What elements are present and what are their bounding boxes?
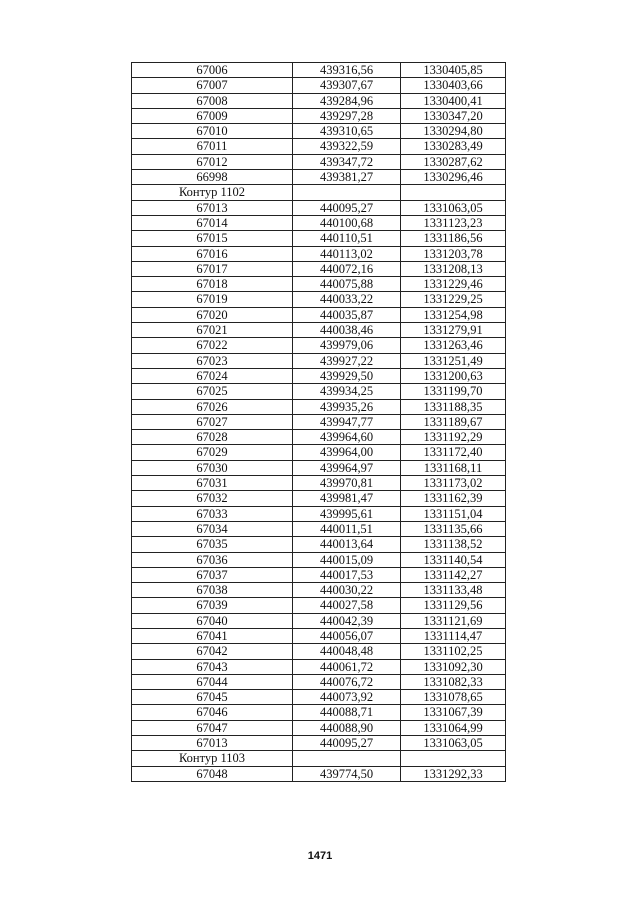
- y-coordinate-cell: 1330283,49: [401, 139, 506, 154]
- table-row: [132, 628, 506, 643]
- x-coordinate-cell: 440030,22: [293, 583, 401, 598]
- table-row: [132, 261, 506, 276]
- point-id-cell: 67016: [132, 246, 293, 261]
- x-coordinate-cell: 440100,68: [293, 215, 401, 230]
- y-coordinate-cell: 1331142,27: [401, 567, 506, 582]
- table-row: [132, 460, 506, 475]
- point-id-cell: 67018: [132, 277, 293, 292]
- point-id-cell: 67047: [132, 720, 293, 735]
- y-coordinate-cell: 1330403,66: [401, 78, 506, 93]
- x-coordinate-cell: 440095,27: [293, 200, 401, 215]
- y-coordinate-cell: 1330400,41: [401, 93, 506, 108]
- point-id-cell: 67029: [132, 445, 293, 460]
- y-coordinate-cell: 1331138,52: [401, 537, 506, 552]
- table-row: [132, 323, 506, 338]
- x-coordinate-cell: 440095,27: [293, 736, 401, 751]
- table-row: [132, 93, 506, 108]
- x-coordinate-cell: 440056,07: [293, 628, 401, 643]
- point-id-cell: 67031: [132, 476, 293, 491]
- table-row: [132, 690, 506, 705]
- table-row: [132, 231, 506, 246]
- point-id-cell: 67040: [132, 613, 293, 628]
- point-id-cell: 67024: [132, 368, 293, 383]
- table-row: [132, 414, 506, 429]
- table-row: [132, 644, 506, 659]
- y-coordinate-cell: 1331140,54: [401, 552, 506, 567]
- x-coordinate-cell: 439929,50: [293, 368, 401, 383]
- table-row: [132, 521, 506, 536]
- table-row: [132, 368, 506, 383]
- x-coordinate-cell: 439284,96: [293, 93, 401, 108]
- x-coordinate-cell: 439934,25: [293, 384, 401, 399]
- y-coordinate-cell: 1331078,65: [401, 690, 506, 705]
- table-row: [132, 506, 506, 521]
- coordinates-table-body: [132, 63, 506, 782]
- y-coordinate-cell: 1331279,91: [401, 323, 506, 338]
- point-id-cell: 67020: [132, 307, 293, 322]
- x-coordinate-cell: 439927,22: [293, 353, 401, 368]
- y-coordinate-cell: 1331254,98: [401, 307, 506, 322]
- y-coordinate-cell: 1330287,62: [401, 154, 506, 169]
- x-coordinate-cell: 440113,02: [293, 246, 401, 261]
- x-coordinate-cell: 440072,16: [293, 261, 401, 276]
- table-row: [132, 277, 506, 292]
- point-id-cell: 67030: [132, 460, 293, 475]
- y-coordinate-cell: 1331229,25: [401, 292, 506, 307]
- y-coordinate-cell: 1331199,70: [401, 384, 506, 399]
- point-id-cell: 67028: [132, 430, 293, 445]
- x-coordinate-cell: 439347,72: [293, 154, 401, 169]
- x-coordinate-cell: 440015,09: [293, 552, 401, 567]
- table-row: [132, 399, 506, 414]
- y-coordinate-cell: 1331114,47: [401, 628, 506, 643]
- x-coordinate-cell: 439381,27: [293, 170, 401, 185]
- x-coordinate-cell: 439964,00: [293, 445, 401, 460]
- table-row: [132, 567, 506, 582]
- y-coordinate-cell: 1331186,56: [401, 231, 506, 246]
- point-id-cell: 67012: [132, 154, 293, 169]
- y-coordinate-cell: 1331082,33: [401, 674, 506, 689]
- y-coordinate-cell: 1331251,49: [401, 353, 506, 368]
- point-id-cell: 67027: [132, 414, 293, 429]
- y-coordinate-cell: 1331292,33: [401, 766, 506, 781]
- y-coordinate-cell: 1331129,56: [401, 598, 506, 613]
- table-row: [132, 720, 506, 735]
- x-coordinate-cell: 440073,92: [293, 690, 401, 705]
- table-row: [132, 552, 506, 567]
- y-coordinate-cell: 1331172,40: [401, 445, 506, 460]
- point-id-cell: 67039: [132, 598, 293, 613]
- x-coordinate-cell: 439316,56: [293, 63, 401, 78]
- section-label: Контур 1102: [132, 185, 293, 200]
- y-coordinate-cell: 1331063,05: [401, 200, 506, 215]
- y-coordinate-cell: 1331162,39: [401, 491, 506, 506]
- table-row: [132, 124, 506, 139]
- table-row: [132, 659, 506, 674]
- table-row: [132, 292, 506, 307]
- point-id-cell: 67010: [132, 124, 293, 139]
- table-row: [132, 170, 506, 185]
- point-id-cell: 67017: [132, 261, 293, 276]
- point-id-cell: 67011: [132, 139, 293, 154]
- table-row: [132, 139, 506, 154]
- x-coordinate-cell: 439995,61: [293, 506, 401, 521]
- point-id-cell: 67045: [132, 690, 293, 705]
- x-coordinate-cell: 440011,51: [293, 521, 401, 536]
- point-id-cell: 67008: [132, 93, 293, 108]
- x-coordinate-cell: 440027,58: [293, 598, 401, 613]
- y-coordinate-cell: 1331135,66: [401, 521, 506, 536]
- y-coordinate-cell: 1331123,23: [401, 215, 506, 230]
- x-coordinate-cell: 439774,50: [293, 766, 401, 781]
- point-id-cell: 67033: [132, 506, 293, 521]
- point-id-cell: 67023: [132, 353, 293, 368]
- x-coordinate-cell: 440075,88: [293, 277, 401, 292]
- y-coordinate-cell: 1331067,39: [401, 705, 506, 720]
- x-coordinate-cell: 439307,67: [293, 78, 401, 93]
- x-coordinate-cell: 440088,71: [293, 705, 401, 720]
- y-coordinate-cell: 1331133,48: [401, 583, 506, 598]
- table-row: [132, 583, 506, 598]
- x-coordinate-cell: 439947,77: [293, 414, 401, 429]
- x-coordinate-cell: 440088,90: [293, 720, 401, 735]
- x-coordinate-cell: 439935,26: [293, 399, 401, 414]
- table-row: [132, 537, 506, 552]
- point-id-cell: 67043: [132, 659, 293, 674]
- y-coordinate-cell: 1331200,63: [401, 368, 506, 383]
- y-coordinate-cell: 1331121,69: [401, 613, 506, 628]
- point-id-cell: 67021: [132, 323, 293, 338]
- table-row: [132, 154, 506, 169]
- x-coordinate-cell: 439981,47: [293, 491, 401, 506]
- point-id-cell: 67014: [132, 215, 293, 230]
- table-row: [132, 63, 506, 78]
- x-coordinate-cell: 439322,59: [293, 139, 401, 154]
- point-id-cell: 67042: [132, 644, 293, 659]
- y-coordinate-cell: 1331192,29: [401, 430, 506, 445]
- empty-cell: [293, 185, 401, 200]
- y-coordinate-cell: 1331189,67: [401, 414, 506, 429]
- table-row: [132, 736, 506, 751]
- y-coordinate-cell: 1331173,02: [401, 476, 506, 491]
- table-row: [132, 338, 506, 353]
- table-row: [132, 307, 506, 322]
- point-id-cell: 67022: [132, 338, 293, 353]
- point-id-cell: 67038: [132, 583, 293, 598]
- table-row: [132, 491, 506, 506]
- table-row: [132, 598, 506, 613]
- y-coordinate-cell: 1330296,46: [401, 170, 506, 185]
- y-coordinate-cell: 1331151,04: [401, 506, 506, 521]
- x-coordinate-cell: 439979,06: [293, 338, 401, 353]
- x-coordinate-cell: 440013,64: [293, 537, 401, 552]
- table-row: [132, 430, 506, 445]
- y-coordinate-cell: 1331208,13: [401, 261, 506, 276]
- point-id-cell: 67032: [132, 491, 293, 506]
- table-row: [132, 200, 506, 215]
- y-coordinate-cell: 1331064,99: [401, 720, 506, 735]
- y-coordinate-cell: 1331263,46: [401, 338, 506, 353]
- point-id-cell: 67013: [132, 200, 293, 215]
- y-coordinate-cell: 1331102,25: [401, 644, 506, 659]
- point-id-cell: 67037: [132, 567, 293, 582]
- section-row: [132, 185, 506, 200]
- y-coordinate-cell: 1331203,78: [401, 246, 506, 261]
- y-coordinate-cell: 1330347,20: [401, 108, 506, 123]
- y-coordinate-cell: 1331188,35: [401, 399, 506, 414]
- table-row: [132, 445, 506, 460]
- table-row: [132, 108, 506, 123]
- point-id-cell: 67026: [132, 399, 293, 414]
- table-row: [132, 766, 506, 781]
- x-coordinate-cell: 439310,65: [293, 124, 401, 139]
- point-id-cell: 67015: [132, 231, 293, 246]
- point-id-cell: 67019: [132, 292, 293, 307]
- point-id-cell: 67006: [132, 63, 293, 78]
- empty-cell: [401, 185, 506, 200]
- point-id-cell: 67036: [132, 552, 293, 567]
- empty-cell: [401, 751, 506, 766]
- point-id-cell: 67035: [132, 537, 293, 552]
- point-id-cell: 67048: [132, 766, 293, 781]
- table-row: [132, 78, 506, 93]
- table-row: [132, 476, 506, 491]
- table-row: [132, 674, 506, 689]
- point-id-cell: 67044: [132, 674, 293, 689]
- x-coordinate-cell: 440076,72: [293, 674, 401, 689]
- x-coordinate-cell: 440048,48: [293, 644, 401, 659]
- point-id-cell: 67046: [132, 705, 293, 720]
- table-row: [132, 384, 506, 399]
- x-coordinate-cell: 440061,72: [293, 659, 401, 674]
- y-coordinate-cell: 1330294,80: [401, 124, 506, 139]
- x-coordinate-cell: 440033,22: [293, 292, 401, 307]
- point-id-cell: 67034: [132, 521, 293, 536]
- y-coordinate-cell: 1330405,85: [401, 63, 506, 78]
- table-row: [132, 353, 506, 368]
- x-coordinate-cell: 439970,81: [293, 476, 401, 491]
- coordinates-table: [131, 62, 506, 782]
- y-coordinate-cell: 1331168,11: [401, 460, 506, 475]
- x-coordinate-cell: 440038,46: [293, 323, 401, 338]
- x-coordinate-cell: 440042,39: [293, 613, 401, 628]
- point-id-cell: 67025: [132, 384, 293, 399]
- table-row: [132, 705, 506, 720]
- x-coordinate-cell: 439964,97: [293, 460, 401, 475]
- point-id-cell: 67013: [132, 736, 293, 751]
- empty-cell: [293, 751, 401, 766]
- x-coordinate-cell: 440035,87: [293, 307, 401, 322]
- point-id-cell: 67009: [132, 108, 293, 123]
- point-id-cell: 66998: [132, 170, 293, 185]
- table-row: [132, 613, 506, 628]
- x-coordinate-cell: 439964,60: [293, 430, 401, 445]
- point-id-cell: 67041: [132, 628, 293, 643]
- x-coordinate-cell: 440110,51: [293, 231, 401, 246]
- point-id-cell: 67007: [132, 78, 293, 93]
- section-row: [132, 751, 506, 766]
- y-coordinate-cell: 1331092,30: [401, 659, 506, 674]
- page-number: 1471: [307, 850, 333, 862]
- x-coordinate-cell: 440017,53: [293, 567, 401, 582]
- y-coordinate-cell: 1331229,46: [401, 277, 506, 292]
- table-row: [132, 215, 506, 230]
- y-coordinate-cell: 1331063,05: [401, 736, 506, 751]
- section-label: Контур 1103: [132, 751, 293, 766]
- x-coordinate-cell: 439297,28: [293, 108, 401, 123]
- table-row: [132, 246, 506, 261]
